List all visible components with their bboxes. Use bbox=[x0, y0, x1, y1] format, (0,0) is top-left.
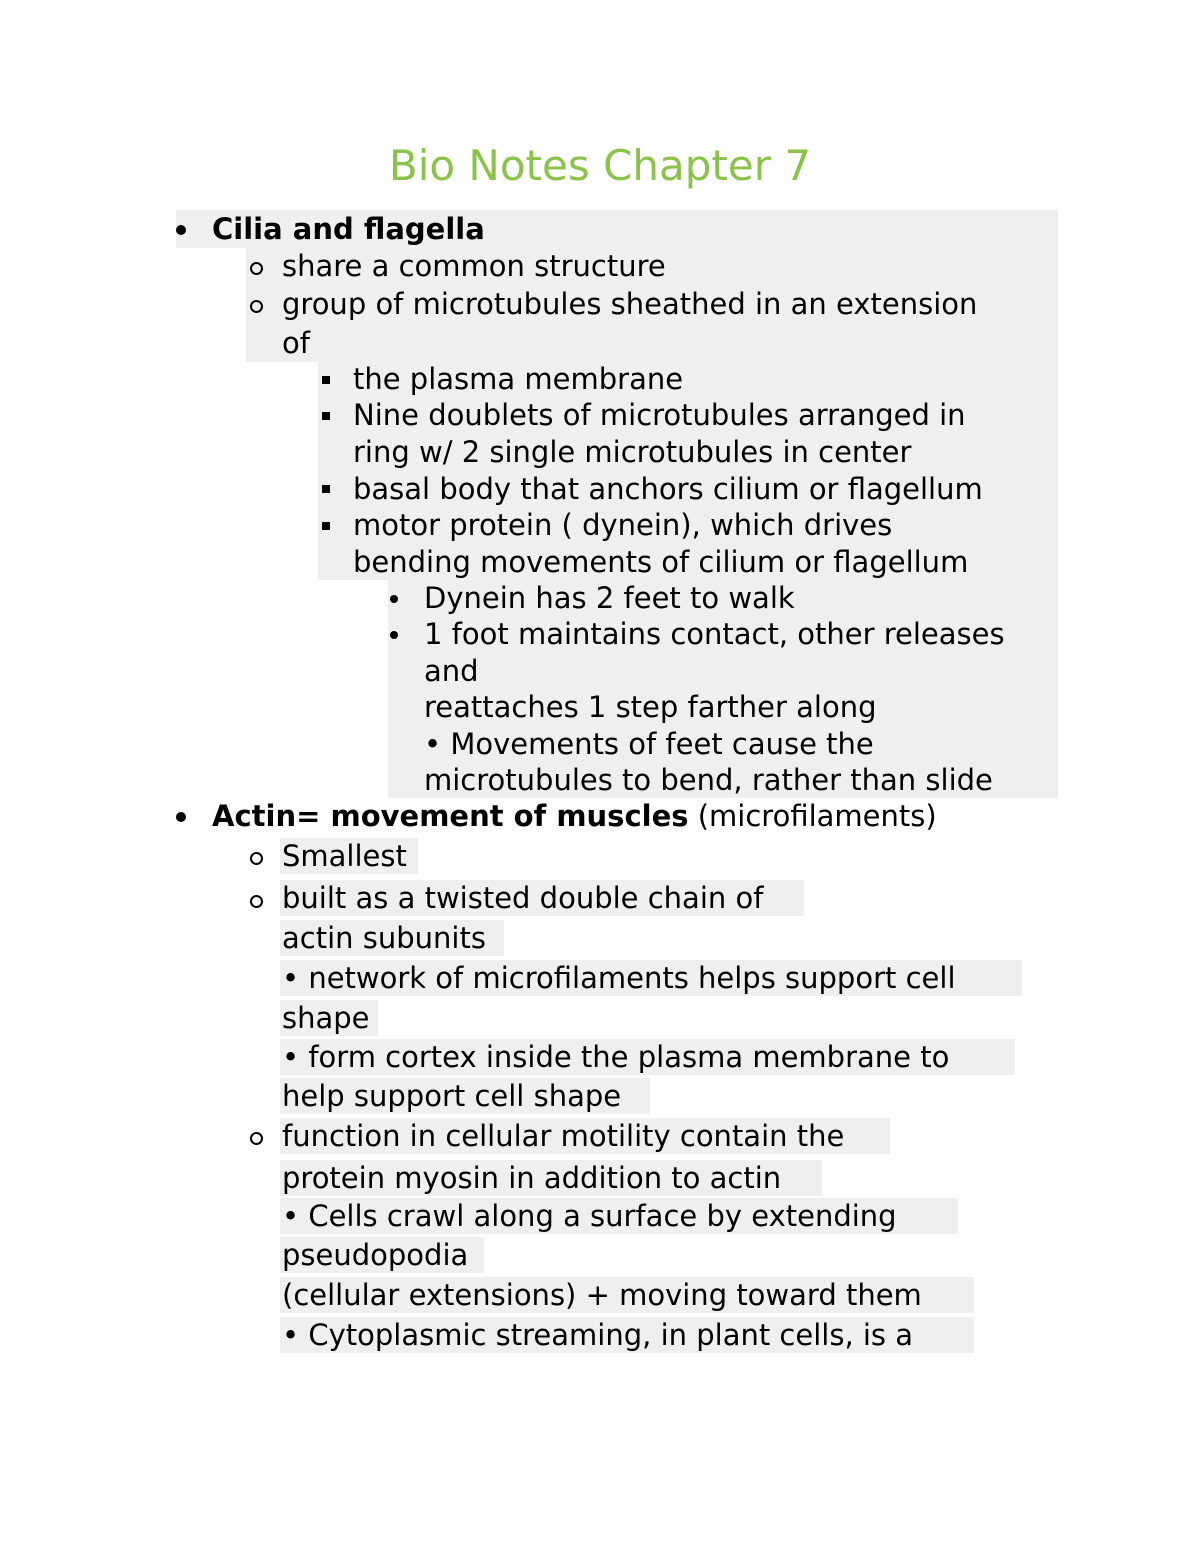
list-item-continuation: • Cytoplasmic streaming, in plant cells, is a bbox=[282, 1318, 914, 1352]
list-item-continuation: microtubules to bend, rather than slide bbox=[424, 763, 993, 797]
bullet-circle-icon bbox=[250, 852, 263, 865]
page-title: Bio Notes Chapter 7 bbox=[388, 141, 812, 190]
section-heading-actin bbox=[212, 798, 937, 834]
list-item: group of microtubules sheathed in an extension bbox=[282, 287, 978, 321]
list-item: function in cellular motility contain the bbox=[282, 1119, 845, 1153]
list-item-continuation: help support cell shape bbox=[282, 1079, 622, 1113]
list-item-continuation: and bbox=[424, 654, 479, 688]
list-item-continuation: • network of microfilaments helps support cell bbox=[282, 961, 956, 995]
bullet-dot-icon bbox=[390, 631, 398, 639]
list-item: Smallest bbox=[282, 839, 407, 873]
list-item-continuation: bending movements of cilium or flagellum bbox=[353, 545, 969, 579]
bullet-dot-icon bbox=[390, 595, 398, 603]
list-item-continuation: (cellular extensions) + moving toward them bbox=[282, 1278, 922, 1312]
list-item-continuation: • Cells crawl along a surface by extending bbox=[282, 1199, 897, 1233]
list-item-continuation: of bbox=[282, 326, 310, 360]
list-item-continuation: shape bbox=[282, 1001, 370, 1035]
bullet-dot-icon bbox=[176, 225, 186, 235]
bullet-dot-icon bbox=[176, 812, 186, 822]
section-heading-cilia: Cilia and flagella bbox=[212, 212, 485, 246]
list-item: Dynein has 2 feet to walk bbox=[424, 581, 795, 615]
list-item-continuation: reattaches 1 step farther along bbox=[424, 690, 877, 724]
list-item-continuation: protein myosin in addition to actin bbox=[282, 1161, 782, 1195]
bullet-circle-icon bbox=[250, 895, 263, 908]
list-item: share a common structure bbox=[282, 249, 666, 283]
bullet-square-icon bbox=[322, 412, 330, 420]
list-item: Nine doublets of microtubules arranged in bbox=[353, 398, 966, 432]
list-item-continuation: • form cortex inside the plasma membrane to bbox=[282, 1040, 950, 1074]
list-item-continuation: pseudopodia bbox=[282, 1238, 469, 1272]
bullet-square-icon bbox=[322, 376, 330, 384]
list-item-continuation: ring w/ 2 single microtubules in center bbox=[353, 435, 912, 469]
list-item: 1 foot maintains contact, other releases bbox=[424, 617, 1005, 651]
bullet-circle-icon bbox=[250, 262, 263, 275]
bullet-circle-icon bbox=[250, 300, 263, 313]
section-heading-rest: (microfilaments) bbox=[688, 799, 937, 833]
bullet-square-icon bbox=[322, 485, 330, 493]
section-heading-bold: Actin= movement of muscles bbox=[212, 799, 689, 833]
list-item: the plasma membrane bbox=[353, 362, 684, 396]
list-item-continuation: • Movements of feet cause the bbox=[424, 727, 874, 761]
list-item: basal body that anchors cilium or flagellum bbox=[353, 472, 983, 506]
bullet-circle-icon bbox=[250, 1132, 263, 1145]
list-item-continuation: actin subunits bbox=[282, 921, 486, 955]
bullet-square-icon bbox=[322, 522, 330, 530]
list-item: built as a twisted double chain of bbox=[282, 881, 764, 915]
list-item: motor protein ( dynein), which drives bbox=[353, 508, 893, 542]
